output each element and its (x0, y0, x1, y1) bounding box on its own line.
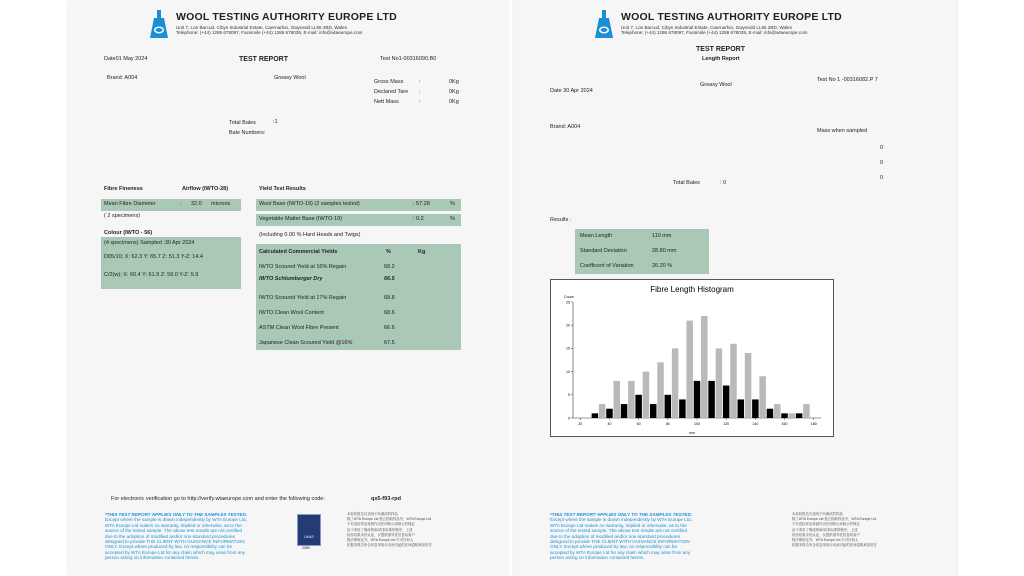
cv-value: 26.20 % (652, 263, 673, 269)
black-bar (781, 413, 788, 418)
black-bar (606, 409, 613, 418)
black-bar (752, 399, 759, 418)
cjk-line: 本检验报告仅适用于所测试的样品 (792, 512, 843, 516)
specimens-line: ( 2 specimens) (104, 213, 141, 219)
yield-value: 68.6 (384, 310, 395, 316)
wool-base-value: : 57.28 (413, 201, 430, 207)
cjk-line: 依据本报告所含信息采取行动而引起的任何索赔承担责任 (792, 543, 877, 548)
y-tick-label: 0 (568, 416, 570, 421)
kg-col: Kg (418, 249, 426, 255)
y-tick-label: 5 (568, 393, 570, 398)
airflow-label: Airflow (IWTO-28) (182, 186, 229, 192)
x-axis-label: mm (689, 431, 695, 435)
disclaimer-heading: *THIS TEST REPORT APPLIES ONLY TO THE SAMPLES TESTED. (550, 512, 693, 517)
yield-label: Japanese Clean Scoured Yield @16% (259, 340, 353, 346)
colour-d65: D65/10; X: 62.3 Y: 65.7 Z: 51.3 Y-Z: 14.4 (104, 254, 203, 260)
grey-bar (686, 321, 693, 418)
yield-value: 68.2 (384, 264, 395, 270)
disclaimer-line: source of the tested sample. The above test results are not certified (105, 528, 243, 534)
yield-value: 68.8 (384, 295, 395, 301)
right-report-page (513, 0, 957, 576)
left-report-page (68, 0, 508, 576)
company-name: WOOL TESTING AUTHORITY EUROPE LTD (621, 11, 842, 23)
yield-value: 66.5 (384, 276, 395, 282)
gross-mass-label: Gross Mass (374, 79, 404, 85)
black-bar (621, 404, 628, 418)
company-contact: Telephone: (+44) 1286 678097, Facsimile (+44) 1286 678039, E-mail: info@wtaeurope.com (176, 30, 363, 35)
ukas-number: 2080 (302, 546, 310, 550)
mass-when-sampled-label: Mass when sampled (817, 128, 868, 134)
disclaimer-line: Except where the sample is drawn independently by WTA Europe Ltd, (105, 517, 247, 523)
total-bales-value: : 0 (720, 180, 727, 186)
description: Greasy Wool (274, 75, 306, 81)
yield-label: IWTO Schlumberger Dry (259, 276, 323, 282)
disclaimer-line: WTA Europe Ltd makes no warranty, implied or otherwise, as to the (105, 522, 242, 528)
company-address: Unit 7, Lon Barcud, Cibyn Industrial Estate, Caernarfon, Gwynedd LL55 2BD, Wales (176, 25, 347, 30)
black-bar (723, 386, 730, 418)
x-tick-label: 40 (607, 422, 612, 426)
yield-label: IWTO Scoured Yield at 17% Regain (259, 295, 347, 301)
cjk-line: 不对送检样品来源作出任何明示或暗示的保证 (347, 522, 415, 527)
grey-bar (789, 413, 796, 418)
yield-value: 66.6 (384, 325, 395, 331)
disclaimer-line: due to the adoption of modified and/or non-standard procedures (550, 533, 680, 539)
x-tick-label: 60 (636, 422, 641, 426)
y-tick-label: 20 (566, 323, 570, 328)
black-bar (738, 399, 745, 418)
x-tick-label: 120 (723, 422, 730, 426)
x-tick-label: 160 (781, 422, 788, 426)
y-tick-label: 25 (566, 300, 570, 305)
x-tick-label: 20 (578, 422, 583, 426)
disclaimer-line: designed to provide THE CLIENT WITH GUIDANCE INFORMATION (550, 539, 690, 545)
disclaimer (105, 512, 247, 561)
total-bales-label: Total Bales (673, 180, 700, 186)
disclaimer-line: ONLY. Except where produced by law, no responsibility can be (550, 544, 677, 550)
grey-bar (774, 404, 781, 418)
brand: Brand: A004 (107, 75, 138, 81)
grey-bar (628, 381, 635, 418)
cjk-line: 不对送检样品来源作出任何明示或暗示的保证 (792, 522, 860, 527)
disclaimer-cjk (347, 512, 432, 548)
report-title: TEST REPORT (696, 46, 746, 53)
percent: % (450, 201, 455, 207)
report-date: Date01 May 2024 (104, 56, 148, 62)
cjk-line: 除了WTA Europe Ltd 独立抽取样品外，WTA Europe Ltd (347, 517, 432, 522)
cjk-line: 检验结果未经认证，仅提供指导性信息给客户 (792, 532, 860, 537)
black-bar (708, 381, 715, 418)
grey-bar (759, 376, 766, 418)
x-tick-label: 100 (694, 422, 700, 426)
grey-bar (701, 316, 708, 418)
test-number: Test No 1 -00316082.P 7 (817, 77, 878, 83)
cjk-line: 检验结果未经认证，仅提供指导性信息给客户 (347, 532, 415, 537)
report-title: TEST REPORT (239, 56, 289, 63)
total-bales-value: :1 (273, 119, 278, 125)
y-tick-label: 10 (566, 369, 570, 374)
bale-numbers-label: Bale Numbers: (229, 130, 266, 136)
results-label: Results : (550, 217, 572, 223)
black-bar (635, 395, 642, 418)
colour-specimens: (4 specimens) Sampled :30 Apr 2024 (104, 240, 195, 246)
colon: : (419, 89, 421, 95)
grey-bar (614, 381, 621, 418)
mfd-unit: microns (211, 201, 231, 207)
black-bar (650, 404, 657, 418)
total-bales-label: Total Bales (229, 120, 256, 126)
black-bar (679, 399, 686, 418)
description: Greasy Wool (700, 82, 732, 88)
colon: : (419, 99, 421, 105)
disclaimer-line: Except where the sample is drawn independently by WTA Europe Ltd, (550, 517, 692, 523)
std-dev-label: Standard Deviation (580, 248, 627, 254)
black-bar (665, 395, 672, 418)
test-number: Test No1-00316090.B0 (380, 56, 437, 62)
fibre-length-histogram (550, 279, 834, 437)
disclaimer (550, 512, 692, 561)
cjk-line: 依据本报告所含信息采取行动而引起的任何索赔承担责任 (347, 543, 432, 548)
mfd-value: 32.0 (191, 201, 202, 207)
grey-bar (657, 362, 664, 418)
grey-bar (716, 348, 723, 418)
cjk-line: 由于采用了修改的和/或非标准的程序，上述 (347, 527, 413, 532)
disclaimer-line: ONLY. Except where produced by law, no responsibility can be (105, 544, 232, 550)
y-tick-label: 15 (566, 346, 570, 351)
black-bar (796, 413, 803, 418)
report-date: Date 30 Apr 2024 (550, 88, 593, 94)
declared-tare-label: Declared Tare (374, 89, 409, 95)
disclaimer-line: accepted by WTA Europe Ltd for any claim which may arise from any (105, 549, 246, 555)
fibre-fineness-label: Fibre Fineness (104, 186, 143, 192)
declared-tare-value: 0Kg (449, 89, 459, 95)
yield-results-label: Yield Test Results (259, 186, 306, 192)
disclaimer-line: source of the tested sample. The above test results are not certified (550, 528, 688, 534)
disclaimer-heading: *THIS TEST REPORT APPLIES ONLY TO THE SAMPLES TESTED. (105, 512, 248, 517)
disclaimer-line: accepted by WTA Europe Ltd for any claim which may arise from any (550, 549, 691, 555)
disclaimer-line: due to the adoption of modified and/or non-standard procedures (105, 533, 235, 539)
disclaimer-line: person acting on information contained herein. (550, 555, 645, 561)
disclaimer-cjk (792, 512, 877, 548)
cjk-line: 除了WTA Europe Ltd 独立抽取样品外，WTA Europe Ltd (792, 517, 877, 522)
cjk-line: 除法律规定外，WTA Europe Ltd 不对任何人 (347, 538, 414, 543)
veg-label: Vegetable Matter Base (IWTO-19) (259, 216, 343, 222)
colour-label: Colour (IWTO - 56) (104, 230, 153, 236)
cjk-line: 由于采用了修改的和/或非标准的程序，上述 (792, 527, 858, 532)
veg-value: : 0.2 (413, 216, 424, 222)
y-axis-label: Count (564, 295, 574, 299)
verification-code[interactable]: qs5-f93-rpd (371, 496, 401, 502)
grey-bar (643, 372, 650, 418)
x-tick-label: 180 (810, 422, 817, 426)
black-bar (592, 413, 599, 418)
chart-title: Fibre Length Histogram (650, 285, 734, 294)
grey-bar (745, 353, 752, 418)
nett-mass-value: 0Kg (449, 99, 459, 105)
histogram-svg (551, 280, 833, 436)
cv-label: Coefficent of Variation (580, 263, 634, 269)
mass-value: 0 (880, 145, 884, 151)
ukas-text: UKAS (304, 535, 314, 539)
colon: : (419, 79, 421, 85)
company-contact: Telephone: (+44) 1286 678097, Facsimile (+44) 1286 678039, E-mail: info@wtaeurope.com (621, 30, 808, 35)
percent-col: % (386, 249, 391, 255)
cjk-line: 本检验报告仅适用于所测试的样品 (347, 512, 398, 516)
ukas-logo-icon (297, 514, 321, 546)
mass-value: 0 (880, 175, 884, 181)
nett-mass-label: Nett Mass (374, 99, 399, 105)
disclaimer-line: designed to provide THE CLIENT WITH GUIDANCE INFORMATION (105, 539, 245, 545)
yield-label: ASTM Clean Wool Fibre Present (259, 325, 339, 331)
grey-bar (803, 404, 810, 418)
percent: % (450, 216, 455, 222)
black-bar (694, 381, 701, 418)
company-address: Unit 7, Lon Barcud, Cibyn Industrial Estate, Caernarfon, Gwynedd LL55 2BD, Wales (621, 25, 792, 30)
disclaimer-line: person acting on information contained herein. (105, 555, 200, 561)
cjk-line: 除法律规定外，WTA Europe Ltd 不对任何人 (792, 538, 859, 543)
disclaimer-line: WTA Europe Ltd makes no warranty, implied or otherwise, as to the (550, 522, 687, 528)
black-bar (767, 409, 774, 418)
x-tick-label: 80 (665, 422, 670, 426)
mass-value: 0 (880, 160, 884, 166)
colon: : (180, 201, 182, 207)
yield-value: 67.5 (384, 340, 395, 346)
gross-mass-value: 0Kg (449, 79, 459, 85)
grey-bar (599, 404, 606, 418)
wta-logo-icon (150, 10, 168, 40)
mfd-label: Mean Fibre Diameter (104, 201, 156, 207)
brand: Brand: A004 (550, 124, 581, 130)
grey-bar (672, 348, 679, 418)
mean-length-label: Mean Length (580, 233, 613, 239)
colour-c2: C/2(w); X: 60.4 Y: 61.9 Z: 56.0 Y-Z: 5.9 (104, 272, 199, 278)
including-line: (Including 0.00 % Hard Heads and Twigs) (259, 232, 361, 238)
company-name: WOOL TESTING AUTHORITY EUROPE LTD (176, 11, 397, 23)
report-subtitle: Length Report (702, 56, 740, 62)
calc-yields-label: Calculated Commercial Yields (259, 249, 338, 255)
yield-label: IWTO Clean Wool Content (259, 310, 324, 316)
grey-bar (730, 344, 737, 418)
wool-base-label: Wool Base (IWTO-19) (2 samples tested) (259, 201, 360, 207)
x-tick-label: 140 (752, 422, 759, 426)
mean-length-value: 110 mm (652, 233, 672, 239)
std-dev-value: 28.80 mm (652, 248, 677, 254)
yield-label: IWTO Scoured Yield at 16% Regain (259, 264, 347, 270)
wta-logo-icon (595, 10, 613, 40)
verification-text: For electronic verification go to http://verify.wtaeurope.com and enter the following code: (111, 496, 325, 502)
